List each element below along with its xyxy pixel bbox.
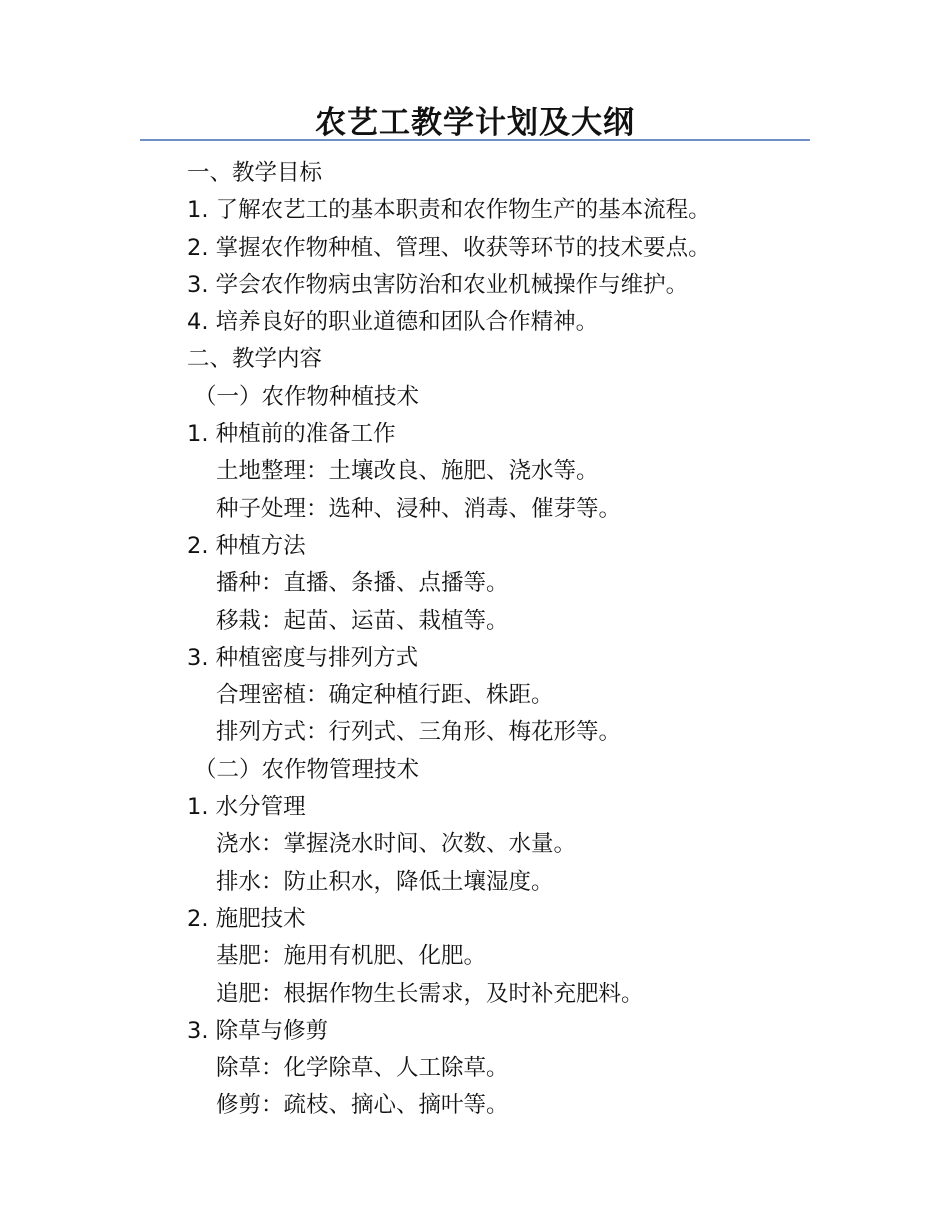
topic-heading: 2. 施肥技术 bbox=[187, 905, 306, 932]
topic-heading: 3. 种植密度与排列方式 bbox=[187, 644, 419, 671]
topic-detail: 排列方式：行列式、三角形、梅花形等。 bbox=[216, 719, 622, 746]
topic-heading: 2. 种植方法 bbox=[187, 532, 306, 559]
goal-item: 4. 培养良好的职业道德和团队合作精神。 bbox=[187, 309, 599, 336]
topic-detail: 种子处理：选种、浸种、消毒、催芽等。 bbox=[216, 495, 622, 522]
document-title: 农艺工教学计划及大纲 bbox=[315, 105, 635, 141]
topic-detail: 合理密植：确定种植行距、株距。 bbox=[216, 682, 554, 709]
topic-detail: 排水：防止积水，降低土壤湿度。 bbox=[216, 868, 554, 895]
topic-detail: 浇水：掌握浇水时间、次数、水量。 bbox=[216, 831, 577, 858]
document-body bbox=[187, 155, 887, 1125]
subsection-heading-management: （二）农作物管理技术 bbox=[194, 756, 420, 783]
topic-heading: 1. 水分管理 bbox=[187, 794, 306, 821]
topic-detail: 播种：直播、条播、点播等。 bbox=[216, 570, 509, 597]
topic-heading: 1. 种植前的准备工作 bbox=[187, 421, 396, 448]
topic-detail: 修剪：疏枝、摘心、摘叶等。 bbox=[216, 1092, 509, 1119]
topic-detail: 移栽：起苗、运苗、栽植等。 bbox=[216, 607, 509, 634]
title-underline bbox=[140, 139, 810, 141]
goal-item: 1. 了解农艺工的基本职责和农作物生产的基本流程。 bbox=[187, 197, 711, 224]
topic-detail: 土地整理：土壤改良、施肥、浇水等。 bbox=[216, 458, 599, 485]
section-heading-goals: 一、教学目标 bbox=[187, 160, 323, 186]
topic-detail: 基肥：施用有机肥、化肥。 bbox=[216, 943, 487, 970]
topic-detail: 除草：化学除草、人工除草。 bbox=[216, 1055, 509, 1082]
goal-item: 2. 掌握农作物种植、管理、收获等环节的技术要点。 bbox=[187, 234, 711, 261]
topic-detail: 追肥：根据作物生长需求，及时补充肥料。 bbox=[216, 980, 644, 1007]
goal-item: 3. 学会农作物病虫害防治和农业机械操作与维护。 bbox=[187, 271, 689, 298]
subsection-heading-planting: （一）农作物种植技术 bbox=[194, 383, 420, 410]
topic-heading: 3. 除草与修剪 bbox=[187, 1017, 329, 1044]
section-heading-content: 二、教学内容 bbox=[187, 346, 323, 373]
